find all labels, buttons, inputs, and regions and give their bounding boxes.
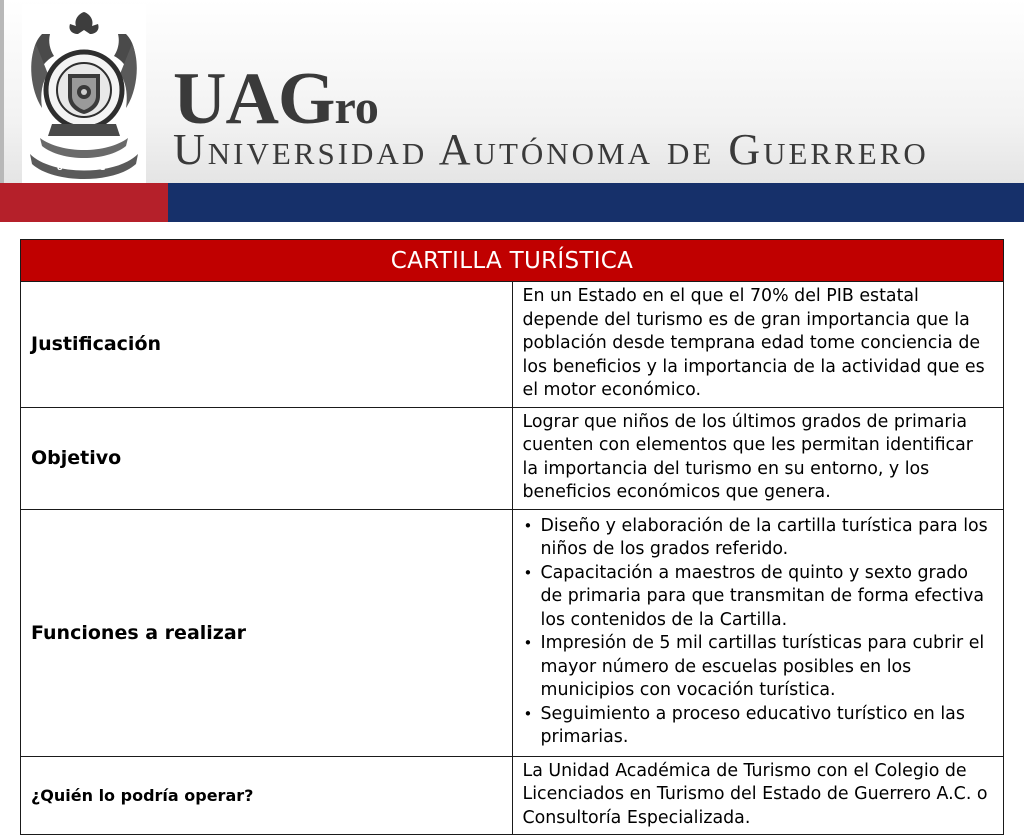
cartilla-table-wrapper bbox=[20, 239, 1004, 835]
bullet-icon: • bbox=[523, 563, 533, 582]
row-content: Lograr que niños de los últimos grados de primaria cuenten con elementos que les permitan identificar la importancia del turismo en su entorno, y los beneficios económicos que genera. bbox=[512, 407, 1004, 509]
cartilla-table bbox=[20, 239, 1004, 835]
list-item bbox=[523, 515, 994, 562]
functions-list bbox=[523, 515, 994, 750]
row-content: La Unidad Académica de Turismo con el Colegio de Licenciados en Turismo del Estado de Guerrero A.C. o Consultoría Especializada. bbox=[512, 756, 1004, 835]
list-item-text: Seguimiento a proceso educativo turístico en las primarias. bbox=[540, 703, 965, 747]
table-row-objetivo bbox=[21, 407, 1004, 509]
row-label: ¿Quién lo podría operar? bbox=[21, 756, 513, 835]
header-blue-stripe bbox=[168, 183, 1024, 222]
seal-letters: U A G bbox=[56, 163, 112, 172]
list-item-text: Diseño y elaboración de la cartilla turística para los niños de los grados referido. bbox=[540, 515, 988, 559]
header-red-stripe bbox=[0, 183, 168, 222]
list-item-text: Capacitación a maestros de quinto y sexto grado de primaria para que transmitan de forma efectiva los contenidos de la Cartilla. bbox=[540, 562, 985, 630]
university-seal-logo bbox=[22, 4, 146, 184]
table-title-row bbox=[21, 240, 1004, 282]
table-title: CARTILLA TURÍSTICA bbox=[21, 240, 1004, 282]
brand-short-big: UAG bbox=[173, 58, 335, 140]
bullet-icon: • bbox=[523, 634, 533, 652]
table-row-funciones bbox=[21, 509, 1004, 756]
row-content-list bbox=[512, 509, 1004, 756]
row-label: Justificación bbox=[21, 282, 513, 408]
bullet-icon: • bbox=[523, 516, 533, 535]
list-item bbox=[523, 632, 994, 703]
list-item bbox=[523, 703, 994, 750]
brand-full-name: Universidad Autónoma de Guerrero bbox=[173, 125, 929, 174]
row-label: Objetivo bbox=[21, 407, 513, 509]
brand-short-small: ro bbox=[334, 81, 379, 134]
row-content: En un Estado en el que el 70% del PIB estatal depende del turismo es de gran importancia que la población desde temprana edad tome conciencia de los beneficios y la importancia de la actividad que es el motor económico. bbox=[512, 282, 1004, 408]
table-row-operador bbox=[21, 756, 1004, 835]
bullet-icon: • bbox=[523, 704, 533, 723]
row-label: Funciones a realizar bbox=[21, 509, 513, 756]
table-row-justificacion bbox=[21, 282, 1004, 408]
list-item-text: Impresión de 5 mil cartillas turísticas para cubrir el mayor número de escuelas posibles en los municipios con vocación turística. bbox=[540, 633, 985, 700]
header-banner bbox=[0, 0, 1024, 222]
list-item bbox=[523, 562, 994, 633]
